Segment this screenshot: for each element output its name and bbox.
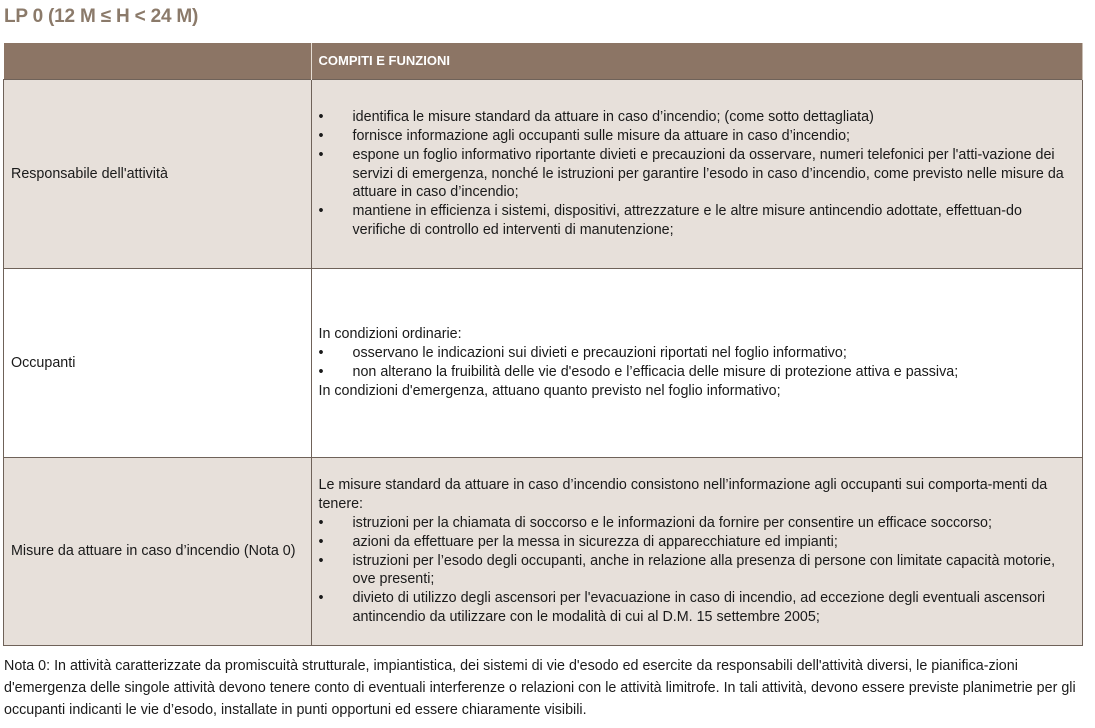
header-cell-role: [4, 43, 312, 80]
closing-text: In condizioni d'emergenza, attuano quanto previsto nel foglio informativo;: [318, 382, 781, 399]
list-item: • non alterano la fruibilità delle vie d'esodo e l’efficacia delle misure di protezione attiva e passiva;: [319, 363, 1076, 382]
table-row: [4, 458, 1083, 646]
list-item: • istruzioni per l’esodo degli occupanti, anche in relazione alla presenza di persone con limitate capacità motorie, ove presenti;: [319, 552, 1076, 590]
row-content: [311, 269, 1083, 458]
row-content: [311, 80, 1083, 269]
list-item: • azioni da effettuare per la messa in sicurezza di apparecchiature ed impianti;: [319, 533, 1076, 552]
page-title: LP 0 (12 M ≤ H < 24 M): [4, 6, 199, 27]
list-item: • fornisce informazione agli occupanti sulle misure da attuare in caso d’incendio;: [319, 127, 1076, 146]
footnote: Nota 0: In attività caratterizzate da promiscuità strutturale, impiantistica, dei sistemi di vie d'esodo ed esercite da responsabili dell'attività diversi, le pianifica-zioni d'emergenza delle singole attività devono tenere conto di eventuali interferenze o relazioni con le attività limitrofe. In tali attività, devono essere previste planimetrie per gli occupanti indicanti le vie d’esodo, installate in punti opportuni ed essere chiaramente visibili.: [4, 658, 1076, 718]
bullet-list: [319, 108, 1076, 240]
list-item: • istruzioni per la chiamata di soccorso e le informazioni da fornire per consentire un efficace soccorso;: [319, 514, 1076, 533]
list-item: • espone un foglio informativo riportante divieti e precauzioni da osservare, numeri telefonici per l'atti-vazione dei servizi di emergenza, nonché le istruzioni per garantire l’esodo in caso d’incendio, come previsto nelle misure da attuare in caso d’incendio;: [319, 146, 1076, 203]
header-cell-tasks: COMPITI E FUNZIONI: [311, 43, 1083, 80]
row-label: Occupanti: [4, 269, 312, 458]
bullet-list: [319, 514, 1076, 627]
table-row: [4, 269, 1083, 458]
intro-text: Le misure standard da attuare in caso d’incendio consistono nell’informazione agli occupanti sui comporta-menti da tenere:: [318, 476, 1048, 512]
intro-text: In condizioni ordinarie:: [318, 326, 462, 343]
roles-table: [3, 43, 1083, 646]
table-header-row: [4, 43, 1083, 80]
row-content: [311, 458, 1083, 646]
table-row: [4, 80, 1083, 269]
list-item: • mantiene in efficienza i sistemi, dispositivi, attrezzature e le altre misure antincendio adottate, effettuan-do verifiche di controllo ed interventi di manutenzione;: [319, 202, 1076, 240]
row-label: Responsabile dell'attività: [4, 80, 312, 269]
list-item: • identifica le misure standard da attuare in caso d’incendio; (come sotto dettagliata): [319, 108, 1076, 127]
bullet-list: [319, 344, 1076, 382]
row-label: Misure da attuare in caso d’incendio (Nota 0): [4, 458, 312, 646]
list-item: • osservano le indicazioni sui divieti e precauzioni riportati nel foglio informativo;: [319, 344, 1076, 363]
list-item: • divieto di utilizzo degli ascensori per l'evacuazione in caso di incendio, ad eccezione degli eventuali ascensori antincendio da utilizzare con le modalità di cui al D.M. 15 settembre 2005;: [319, 589, 1076, 627]
